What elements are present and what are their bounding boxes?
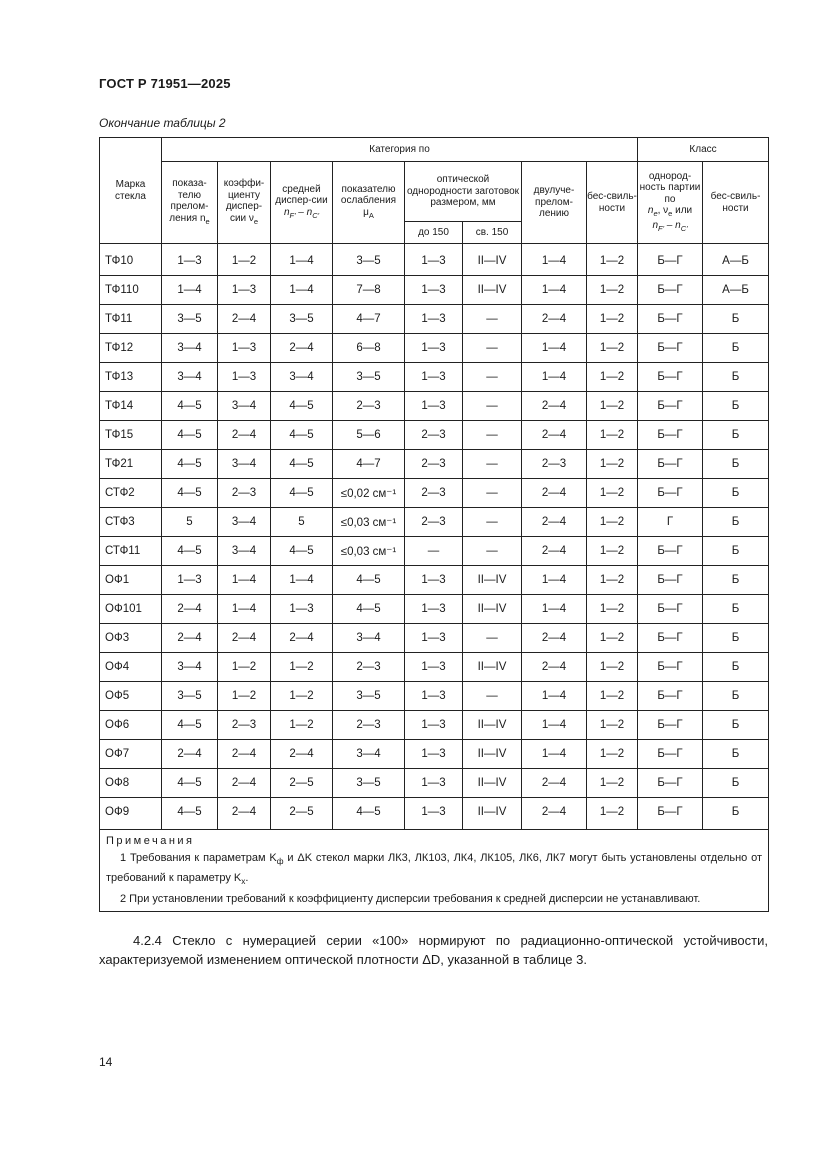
value-cell-c8: 1—2 <box>587 769 638 798</box>
value-cell-c10: А—Б <box>703 244 769 276</box>
value-cell-c10: Б <box>703 479 769 508</box>
value-cell-c9: Б—Г <box>638 392 703 421</box>
value-cell-c4: 2—3 <box>333 711 405 740</box>
table-row <box>100 624 769 653</box>
value-cell-c9: Б—Г <box>638 595 703 624</box>
value-cell-c8: 1—2 <box>587 450 638 479</box>
table-notes <box>100 830 769 912</box>
col-upto150-header: до 150 <box>405 222 463 244</box>
value-cell-c1: 3—4 <box>162 363 218 392</box>
value-cell-c4: 5—6 <box>333 421 405 450</box>
value-cell-c7: 1—4 <box>522 740 587 769</box>
value-cell-c3: 2—4 <box>271 334 333 363</box>
table-body <box>100 244 769 830</box>
table-row <box>100 334 769 363</box>
value-cell-c7: 1—4 <box>522 276 587 305</box>
value-cell-c7: 1—4 <box>522 595 587 624</box>
value-cell-c3: 2—5 <box>271 798 333 830</box>
value-cell-c7: 2—4 <box>522 653 587 682</box>
value-cell-c4: ≤0,03 см⁻¹ <box>333 537 405 566</box>
value-cell-c7: 2—4 <box>522 624 587 653</box>
value-cell-c5: 1—3 <box>405 392 463 421</box>
value-cell-c1: 3—5 <box>162 682 218 711</box>
value-cell-c3: 4—5 <box>271 450 333 479</box>
value-cell-c10: Б <box>703 595 769 624</box>
value-cell-c3: 4—5 <box>271 537 333 566</box>
value-cell-c9: Б—Г <box>638 624 703 653</box>
value-cell-c1: 4—5 <box>162 450 218 479</box>
value-cell-c9: Б—Г <box>638 653 703 682</box>
col-refraction-header: показа-телю прелом-ления $n_e$ <box>162 162 218 244</box>
value-cell-c8: 1—2 <box>587 244 638 276</box>
value-cell-c1: 1—4 <box>162 276 218 305</box>
note-1: 1 Требования к параметрам $K_ф$ и ΔK стекол марки ЛК3, ЛК103, ЛК4, ЛК105, ЛК6, ЛК7 могут быть установлены отдельно от требований к параметру $K_x$. <box>106 851 763 887</box>
value-cell-c4: ≤0,02 см⁻¹ <box>333 479 405 508</box>
col-bubbles-header: бес-свиль-ности <box>587 162 638 244</box>
value-cell-c9: Б—Г <box>638 421 703 450</box>
value-cell-c10: Б <box>703 566 769 595</box>
brand-cell: ОФ4 <box>100 653 162 682</box>
value-cell-c6: II—IV <box>463 769 522 798</box>
value-cell-c9: Б—Г <box>638 566 703 595</box>
value-cell-c8: 1—2 <box>587 624 638 653</box>
brand-cell: ОФ9 <box>100 798 162 830</box>
brand-cell: ТФ11 <box>100 305 162 334</box>
value-cell-c2: 3—4 <box>218 450 271 479</box>
value-cell-c3: 1—3 <box>271 595 333 624</box>
value-cell-c8: 1—2 <box>587 682 638 711</box>
value-cell-c8: 1—2 <box>587 595 638 624</box>
value-cell-c3: 4—5 <box>271 479 333 508</box>
table-row <box>100 682 769 711</box>
value-cell-c7: 2—4 <box>522 769 587 798</box>
table-row <box>100 450 769 479</box>
value-cell-c4: 3—4 <box>333 740 405 769</box>
value-cell-c5: 1—3 <box>405 624 463 653</box>
value-cell-c10: Б <box>703 305 769 334</box>
value-cell-c4: 4—7 <box>333 450 405 479</box>
col-attenuation-header: показателю ослабления $\mu_A$ <box>333 162 405 244</box>
brand-cell: ТФ14 <box>100 392 162 421</box>
value-cell-c5: 1—3 <box>405 740 463 769</box>
value-cell-c9: Б—Г <box>638 363 703 392</box>
value-cell-c4: 4—7 <box>333 305 405 334</box>
value-cell-c9: Б—Г <box>638 711 703 740</box>
value-cell-c8: 1—2 <box>587 653 638 682</box>
value-cell-c2: 2—4 <box>218 305 271 334</box>
value-cell-c6: — <box>463 624 522 653</box>
value-cell-c2: 2—4 <box>218 769 271 798</box>
value-cell-c7: 2—4 <box>522 508 587 537</box>
value-cell-c1: 4—5 <box>162 537 218 566</box>
value-cell-c1: 4—5 <box>162 479 218 508</box>
value-cell-c2: 1—3 <box>218 334 271 363</box>
value-cell-c8: 1—2 <box>587 363 638 392</box>
table-row <box>100 537 769 566</box>
value-cell-c2: 2—4 <box>218 421 271 450</box>
value-cell-c6: II—IV <box>463 276 522 305</box>
value-cell-c10: А—Б <box>703 276 769 305</box>
value-cell-c5: — <box>405 537 463 566</box>
value-cell-c9: Б—Г <box>638 334 703 363</box>
section-paragraph: 4.2.4 Стекло с нумерацией серии «100» нормируют по радиационно-оптической устойчивости, характеризуемой изменением оптической плотности ΔD, указанной в таблице 3. <box>99 933 768 967</box>
brand-cell: ТФ10 <box>100 244 162 276</box>
value-cell-c9: Б—Г <box>638 305 703 334</box>
value-cell-c6: II—IV <box>463 595 522 624</box>
value-cell-c7: 1—4 <box>522 363 587 392</box>
value-cell-c3: 1—4 <box>271 566 333 595</box>
value-cell-c1: 2—4 <box>162 624 218 653</box>
value-cell-c6: — <box>463 537 522 566</box>
table-row <box>100 595 769 624</box>
value-cell-c9: Б—Г <box>638 740 703 769</box>
brand-cell: ОФ1 <box>100 566 162 595</box>
value-cell-c6: — <box>463 479 522 508</box>
value-cell-c5: 1—3 <box>405 682 463 711</box>
value-cell-c6: — <box>463 305 522 334</box>
page-number: 14 <box>99 1055 113 1069</box>
value-cell-c6: — <box>463 682 522 711</box>
value-cell-c2: 3—4 <box>218 537 271 566</box>
value-cell-c3: 2—4 <box>271 624 333 653</box>
brand-cell: ОФ6 <box>100 711 162 740</box>
value-cell-c1: 4—5 <box>162 711 218 740</box>
brand-cell: ТФ15 <box>100 421 162 450</box>
col-optical-homogeneity-header: оптической однородности заготовок размером, мм <box>405 162 522 222</box>
table-row <box>100 305 769 334</box>
value-cell-c9: Г <box>638 508 703 537</box>
table-row <box>100 711 769 740</box>
value-cell-c10: Б <box>703 450 769 479</box>
value-cell-c2: 1—2 <box>218 653 271 682</box>
value-cell-c6: II—IV <box>463 740 522 769</box>
value-cell-c4: 2—3 <box>333 653 405 682</box>
value-cell-c5: 1—3 <box>405 595 463 624</box>
value-cell-c7: 1—4 <box>522 244 587 276</box>
value-cell-c5: 1—3 <box>405 244 463 276</box>
value-cell-c1: 3—5 <box>162 305 218 334</box>
value-cell-c3: 1—2 <box>271 682 333 711</box>
table-row <box>100 392 769 421</box>
value-cell-c10: Б <box>703 363 769 392</box>
value-cell-c1: 3—4 <box>162 653 218 682</box>
value-cell-c1: 4—5 <box>162 392 218 421</box>
table-row <box>100 508 769 537</box>
value-cell-c4: 3—5 <box>333 769 405 798</box>
value-cell-c2: 2—3 <box>218 479 271 508</box>
value-cell-c10: Б <box>703 653 769 682</box>
value-cell-c1: 1—3 <box>162 566 218 595</box>
value-cell-c6: — <box>463 508 522 537</box>
value-cell-c2: 2—4 <box>218 624 271 653</box>
value-cell-c7: 2—4 <box>522 537 587 566</box>
glass-categories-table <box>99 137 769 912</box>
value-cell-c2: 1—2 <box>218 682 271 711</box>
value-cell-c5: 1—3 <box>405 711 463 740</box>
value-cell-c1: 3—4 <box>162 334 218 363</box>
value-cell-c3: 1—2 <box>271 711 333 740</box>
brand-cell: ТФ13 <box>100 363 162 392</box>
document-standard-header: ГОСТ Р 71951—2025 <box>99 76 231 91</box>
value-cell-c7: 1—4 <box>522 566 587 595</box>
value-cell-c1: 1—3 <box>162 244 218 276</box>
value-cell-c8: 1—2 <box>587 392 638 421</box>
value-cell-c6: II—IV <box>463 711 522 740</box>
brand-cell: ОФ8 <box>100 769 162 798</box>
value-cell-c2: 2—4 <box>218 740 271 769</box>
brand-cell: ТФ110 <box>100 276 162 305</box>
class-header: Класс <box>638 138 769 162</box>
value-cell-c8: 1—2 <box>587 276 638 305</box>
value-cell-c8: 1—2 <box>587 798 638 830</box>
value-cell-c4: 3—5 <box>333 244 405 276</box>
col-birefringence-header: двулуче-прелом-лению <box>522 162 587 244</box>
value-cell-c10: Б <box>703 392 769 421</box>
value-cell-c3: 5 <box>271 508 333 537</box>
value-cell-c8: 1—2 <box>587 740 638 769</box>
value-cell-c5: 1—3 <box>405 769 463 798</box>
value-cell-c1: 2—4 <box>162 595 218 624</box>
brand-cell: СТФ3 <box>100 508 162 537</box>
value-cell-c7: 2—4 <box>522 798 587 830</box>
value-cell-c5: 1—3 <box>405 798 463 830</box>
value-cell-c5: 1—3 <box>405 653 463 682</box>
value-cell-c8: 1—2 <box>587 479 638 508</box>
value-cell-c10: Б <box>703 740 769 769</box>
value-cell-c10: Б <box>703 798 769 830</box>
value-cell-c7: 1—4 <box>522 711 587 740</box>
brand-cell: ТФ12 <box>100 334 162 363</box>
value-cell-c7: 2—4 <box>522 305 587 334</box>
value-cell-c5: 1—3 <box>405 566 463 595</box>
brand-cell: СТФ11 <box>100 537 162 566</box>
value-cell-c5: 2—3 <box>405 508 463 537</box>
value-cell-c6: — <box>463 450 522 479</box>
value-cell-c4: 3—5 <box>333 682 405 711</box>
value-cell-c3: 1—4 <box>271 276 333 305</box>
value-cell-c6: II—IV <box>463 244 522 276</box>
value-cell-c7: 2—4 <box>522 421 587 450</box>
brand-header: Марка стекла <box>100 138 162 244</box>
value-cell-c1: 2—4 <box>162 740 218 769</box>
value-cell-c9: Б—Г <box>638 244 703 276</box>
brand-cell: ОФ101 <box>100 595 162 624</box>
value-cell-c9: Б—Г <box>638 769 703 798</box>
value-cell-c6: — <box>463 334 522 363</box>
value-cell-c9: Б—Г <box>638 682 703 711</box>
value-cell-c1: 4—5 <box>162 769 218 798</box>
value-cell-c6: II—IV <box>463 566 522 595</box>
col-over150-header: св. 150 <box>463 222 522 244</box>
table-row <box>100 363 769 392</box>
brand-cell: СТФ2 <box>100 479 162 508</box>
value-cell-c5: 1—3 <box>405 305 463 334</box>
value-cell-c1: 5 <box>162 508 218 537</box>
value-cell-c2: 1—3 <box>218 363 271 392</box>
value-cell-c10: Б <box>703 682 769 711</box>
value-cell-c6: — <box>463 421 522 450</box>
brand-cell: ТФ21 <box>100 450 162 479</box>
value-cell-c9: Б—Г <box>638 479 703 508</box>
value-cell-c4: 4—5 <box>333 798 405 830</box>
value-cell-c10: Б <box>703 769 769 798</box>
value-cell-c5: 2—3 <box>405 479 463 508</box>
table-row <box>100 276 769 305</box>
value-cell-c5: 2—3 <box>405 450 463 479</box>
value-cell-c4: 3—4 <box>333 624 405 653</box>
value-cell-c2: 3—4 <box>218 508 271 537</box>
value-cell-c7: 2—3 <box>522 450 587 479</box>
value-cell-c3: 1—2 <box>271 653 333 682</box>
value-cell-c6: — <box>463 363 522 392</box>
notes-title: Примечания <box>106 835 195 847</box>
brand-cell: ОФ5 <box>100 682 162 711</box>
note-2: 2 При установлении требований к коэффициенту дисперсии требования к средней дисперсии не устанавливают. <box>120 892 701 905</box>
table-row <box>100 769 769 798</box>
value-cell-c6: II—IV <box>463 653 522 682</box>
value-cell-c5: 2—3 <box>405 421 463 450</box>
value-cell-c10: Б <box>703 334 769 363</box>
value-cell-c10: Б <box>703 537 769 566</box>
value-cell-c4: 4—5 <box>333 595 405 624</box>
value-cell-c9: Б—Г <box>638 276 703 305</box>
value-cell-c6: II—IV <box>463 798 522 830</box>
value-cell-c2: 2—4 <box>218 798 271 830</box>
table-row <box>100 566 769 595</box>
value-cell-c5: 1—3 <box>405 276 463 305</box>
value-cell-c2: 1—3 <box>218 276 271 305</box>
value-cell-c8: 1—2 <box>587 537 638 566</box>
value-cell-c3: 4—5 <box>271 421 333 450</box>
col-class-bubbles-header: бес-свиль-ности <box>703 162 769 244</box>
value-cell-c3: 3—4 <box>271 363 333 392</box>
value-cell-c8: 1—2 <box>587 305 638 334</box>
table-row <box>100 653 769 682</box>
value-cell-c10: Б <box>703 421 769 450</box>
value-cell-c1: 4—5 <box>162 421 218 450</box>
table-row <box>100 421 769 450</box>
value-cell-c8: 1—2 <box>587 334 638 363</box>
value-cell-c7: 2—4 <box>522 479 587 508</box>
brand-cell: ОФ7 <box>100 740 162 769</box>
value-cell-c1: 4—5 <box>162 798 218 830</box>
value-cell-c4: 4—5 <box>333 566 405 595</box>
value-cell-c4: 3—5 <box>333 363 405 392</box>
value-cell-c10: Б <box>703 624 769 653</box>
value-cell-c3: 4—5 <box>271 392 333 421</box>
brand-cell: ОФ3 <box>100 624 162 653</box>
value-cell-c5: 1—3 <box>405 363 463 392</box>
value-cell-c5: 1—3 <box>405 334 463 363</box>
table-row <box>100 479 769 508</box>
value-cell-c2: 1—4 <box>218 566 271 595</box>
value-cell-c3: 2—5 <box>271 769 333 798</box>
value-cell-c4: ≤0,03 см⁻¹ <box>333 508 405 537</box>
table-row <box>100 740 769 769</box>
table-row <box>100 244 769 276</box>
value-cell-c8: 1—2 <box>587 508 638 537</box>
table-row <box>100 798 769 830</box>
col-mean-dispersion-header: средней диспер-сии $n_{F'} - n_{C'}$ <box>271 162 333 244</box>
value-cell-c8: 1—2 <box>587 421 638 450</box>
value-cell-c8: 1—2 <box>587 711 638 740</box>
value-cell-c7: 2—4 <box>522 392 587 421</box>
value-cell-c2: 1—2 <box>218 244 271 276</box>
value-cell-c10: Б <box>703 508 769 537</box>
value-cell-c3: 1—4 <box>271 244 333 276</box>
category-header: Категория по <box>162 138 638 162</box>
value-cell-c9: Б—Г <box>638 537 703 566</box>
value-cell-c3: 2—4 <box>271 740 333 769</box>
col-batch-homogeneity-header: однород-ность партии по $n_e$, $\nu_e$ или $n_{F'} - n_{C'}$ <box>638 162 703 244</box>
value-cell-c7: 1—4 <box>522 334 587 363</box>
value-cell-c2: 2—3 <box>218 711 271 740</box>
value-cell-c3: 3—5 <box>271 305 333 334</box>
value-cell-c9: Б—Г <box>638 798 703 830</box>
value-cell-c9: Б—Г <box>638 450 703 479</box>
table-caption: Окончание таблицы 2 <box>99 116 226 130</box>
value-cell-c2: 3—4 <box>218 392 271 421</box>
value-cell-c4: 7—8 <box>333 276 405 305</box>
value-cell-c4: 2—3 <box>333 392 405 421</box>
value-cell-c10: Б <box>703 711 769 740</box>
col-dispersion-coef-header: коэффи-циенту диспер-сии $\nu_e$ <box>218 162 271 244</box>
value-cell-c6: — <box>463 392 522 421</box>
value-cell-c4: 6—8 <box>333 334 405 363</box>
value-cell-c8: 1—2 <box>587 566 638 595</box>
value-cell-c2: 1—4 <box>218 595 271 624</box>
value-cell-c7: 1—4 <box>522 682 587 711</box>
